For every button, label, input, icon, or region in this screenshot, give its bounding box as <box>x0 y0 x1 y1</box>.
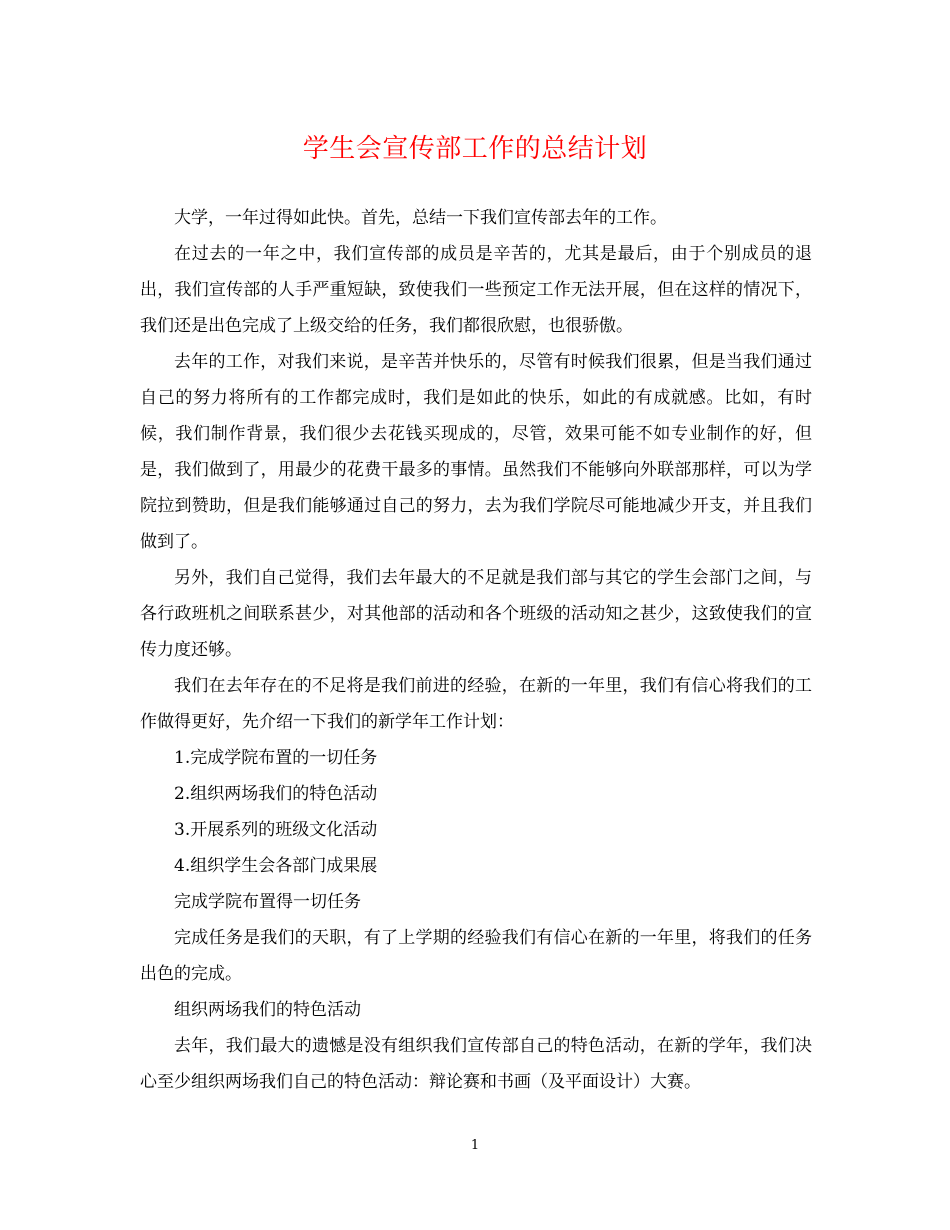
document-title: 学生会宣传部工作的总结计划 <box>302 134 648 164</box>
plan-list-item: 1.完成学院布置的一切任务 <box>174 748 378 768</box>
section-heading: 完成学院布置得一切任务 <box>174 892 361 912</box>
paragraph: 在过去的一年之中，我们宣传部的成员是辛苦的，尤其是最后，由于个别成员的退出，我们宣传部的人手严重短缺，致使我们一些预定工作无法开展，但在这样的情况下，我们还是出色完成了上级交给的任务，我们都很欣慰，也很骄傲。 <box>140 244 812 336</box>
plan-list-item: 2.组织两场我们的特色活动 <box>174 784 378 804</box>
plan-list-item: 4.组织学生会各部门成果展 <box>174 856 378 876</box>
paragraph: 大学，一年过得如此快。首先，总结一下我们宣传部去年的工作。 <box>174 208 667 228</box>
paragraph: 另外，我们自己觉得，我们去年最大的不足就是我们部与其它的学生会部门之间，与各行政班机之间联系甚少，对其他部的活动和各个班级的活动知之甚少，这致使我们的宣传力度还够。 <box>140 568 812 660</box>
page-number: 1 <box>470 1138 480 1153</box>
paragraph: 去年的工作，对我们来说，是辛苦并快乐的，尽管有时候我们很累，但是当我们通过自己的努力将所有的工作都完成时，我们是如此的快乐，如此的有成就感。比如，有时候，我们制作背景，我们很少去花钱买现成的，尽管，效果可能不如专业制作的好，但是，我们做到了，用最少的花费干最多的事情。虽然我们不能够向外联部那样，可以为学院拉到赞助，但是我们能够通过自己的努力，去为我们学院尽可能地减少开支，并且我们做到了。 <box>140 352 812 552</box>
plan-list-item: 3.开展系列的班级文化活动 <box>174 820 378 840</box>
paragraph: 完成任务是我们的天职，有了上学期的经验我们有信心在新的一年里，将我们的任务出色的完成。 <box>140 928 812 984</box>
document-body <box>140 200 812 1100</box>
paragraph: 去年，我们最大的遗憾是没有组织我们宣传部自己的特色活动，在新的学年，我们决心至少组织两场我们自己的特色活动：辩论赛和书画（及平面设计）大赛。 <box>140 1036 812 1092</box>
section-heading: 组织两场我们的特色活动 <box>174 1000 361 1020</box>
paragraph: 我们在去年存在的不足将是我们前进的经验，在新的一年里，我们有信心将我们的工作做得更好，先介绍一下我们的新学年工作计划： <box>140 676 812 732</box>
